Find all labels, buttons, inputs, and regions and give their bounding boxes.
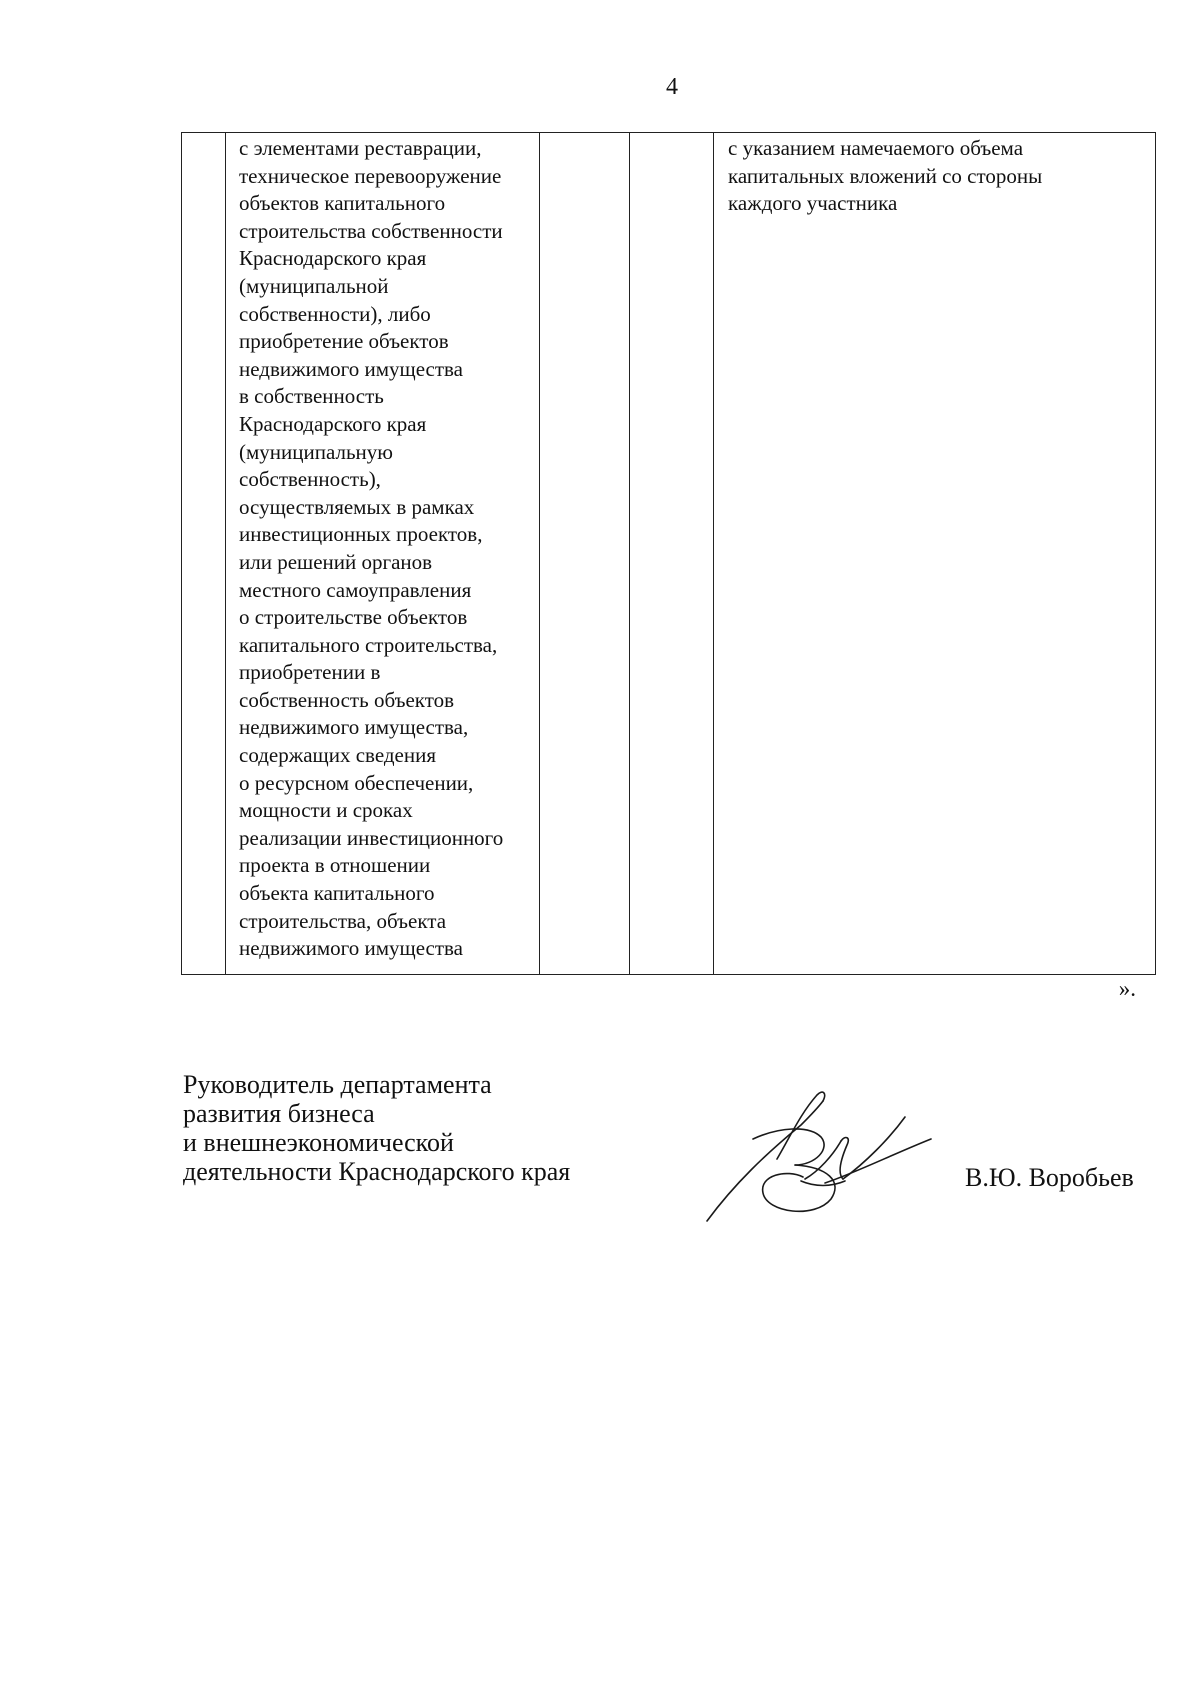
page-number: 4 bbox=[666, 74, 678, 100]
table-cell-empty bbox=[540, 133, 630, 975]
description-text: с элементами реставрации, техническое перевооружение объектов капитального строительства собственности Краснодарского края (муниципальной собственности), либо приобретение объектов недвижимого имущества в собственность Краснодарского края (муниципальную собственность), осуществляемых в рамках инвестиционных проектов, или решений органов местного самоуправления о строительстве объектов капитального строительства, приобретении в собственность объектов недвижимого имущества, содержащих сведения о ресурсном обеспечении, мощности и сроках реализации инвестиционного проекта в отношении объекта капитального строительства, объекта недвижимого имущества bbox=[239, 136, 504, 961]
handwritten-signature bbox=[705, 1083, 933, 1223]
table-cell-empty bbox=[630, 133, 714, 975]
table-cell-number bbox=[182, 133, 226, 975]
signatory-name: В.Ю. Воробьев bbox=[965, 1163, 1134, 1192]
signatory-title: Руководитель департамента развития бизнеса и внешнеэкономической деятельности Краснодарского края bbox=[183, 1070, 571, 1186]
closing-quote: ». bbox=[1118, 976, 1136, 1001]
table-cell-description bbox=[226, 133, 540, 975]
table-row bbox=[182, 133, 1156, 975]
notes-text: с указанием намечаемого объема капитальных вложений со стороны каждого участника bbox=[728, 136, 1043, 216]
table-cell-notes bbox=[714, 133, 1156, 975]
continuation-table bbox=[181, 132, 1156, 975]
